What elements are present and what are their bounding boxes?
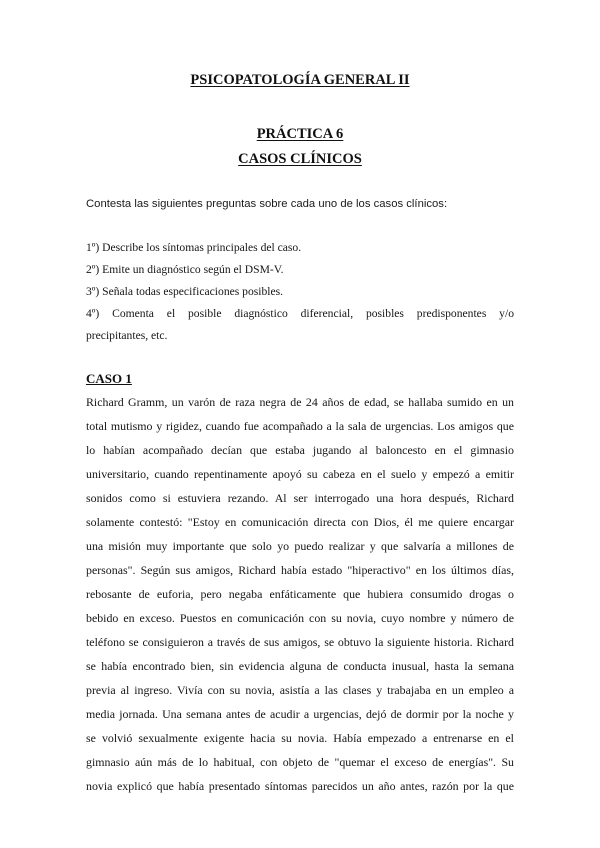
question-item: 4º) Comenta el posible diagnóstico diferencial, posibles predisponentes y/o bbox=[86, 307, 514, 320]
case-text-line: solamente contestó: "Estoy en comunicación directa con Dios, él me quiere encargar bbox=[86, 515, 514, 529]
case-text-line: lo habían acompañado decían que estaba jugando al baloncesto en el gimnasio bbox=[86, 443, 514, 457]
case-text-line: previa al ingreso. Vivía con su novia, asistía a las clases y trabajaba en un empleo a bbox=[86, 683, 514, 697]
case-text-line: bebido en exceso. Puestos en comunicación con su novia, cuyo nombre y número de bbox=[86, 611, 514, 625]
document-title: PSICOPATOLOGÍA GENERAL II bbox=[190, 72, 410, 88]
case-text-line: Richard Gramm, un varón de raza negra de 24 años de edad, se hallaba sumido en un bbox=[86, 395, 514, 409]
case-text-line: gimnasio aún más de lo habitual, con objeto de "quemar el exceso de energías". Su bbox=[86, 755, 514, 769]
case-text-line: se había encontrado bien, sin evidencia alguna de conducta inusual, hasta la semana bbox=[86, 659, 514, 673]
case-text-line: sonidos como si estuviera rezando. Al ser interrogado una hora después, Richard bbox=[86, 491, 514, 505]
case-text-line: teléfono se consiguieron a través de sus amigos, se obtuvo la siguiente historia. Richard bbox=[86, 635, 514, 649]
case-text-line: personas". Según sus amigos, Richard había estado "hiperactivo" en los últimos días, bbox=[86, 563, 514, 577]
case-text-line: se volvió sexualmente exigente hacia su novia. Había empezado a entrenarse en el bbox=[86, 731, 514, 745]
question-item: 1º) Describe los síntomas principales del caso. bbox=[86, 241, 302, 254]
instruction-text: Contesta las siguientes preguntas sobre cada uno de los casos clínicos: bbox=[86, 198, 448, 210]
case-text-line: una misión muy importante que solo yo puedo realizar y que salvaría a millones de bbox=[86, 539, 514, 553]
practice-heading: PRÁCTICA 6 bbox=[256, 126, 344, 142]
case-text-line: novia explicó que había presentado síntomas parecidos un año antes, razón por la que bbox=[86, 779, 514, 793]
case-text-line: universitario, cuando repentinamente apoyó su cabeza en el suelo y empezó a emitir bbox=[86, 467, 514, 481]
question-item: 2º) Emite un diagnóstico según el DSM-V. bbox=[86, 263, 284, 276]
case-text-line: total mutismo y rigidez, cuando fue acompañado a la sala de urgencias. Los amigos que bbox=[86, 419, 514, 433]
question-item-continuation: precipitantes, etc. bbox=[86, 329, 168, 342]
case-text-line: media jornada. Una semana antes de acudir a urgencias, dejó de dormir por la noche y bbox=[86, 707, 514, 721]
question-item: 3º) Señala todas especificaciones posibles. bbox=[86, 285, 284, 298]
case-text-line: rebosante de euforia, pero negaba enfáticamente que hubiera consumido drogas o bbox=[86, 587, 514, 601]
case-heading: CASO 1 bbox=[86, 371, 132, 386]
section-subtitle: CASOS CLÍNICOS bbox=[238, 151, 362, 167]
